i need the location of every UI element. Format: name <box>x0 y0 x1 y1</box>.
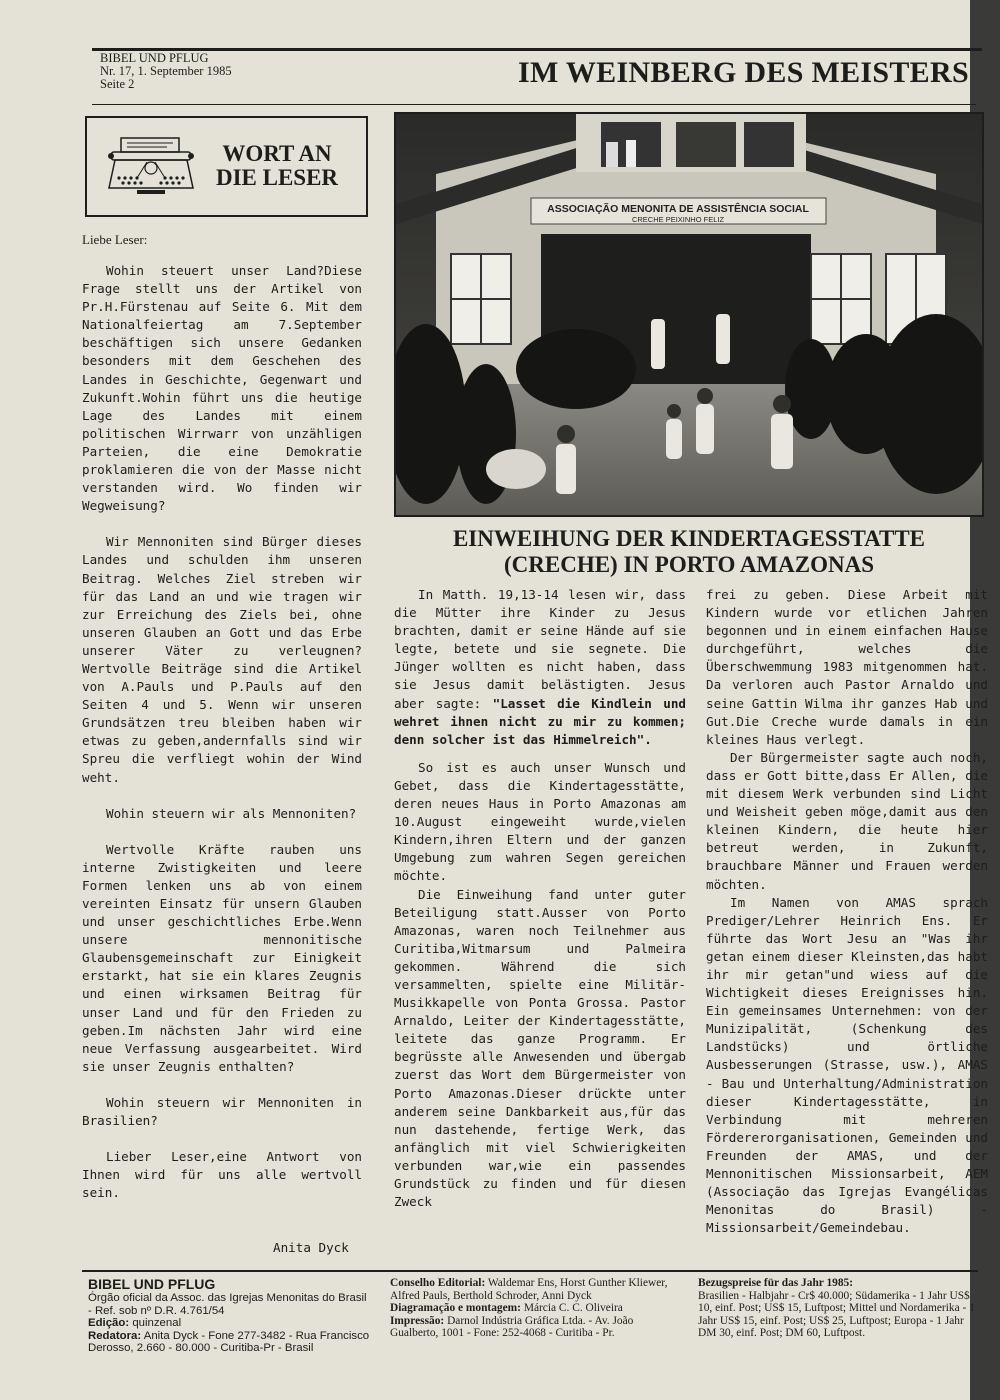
article-paragraph: In Matth. 19,13-14 lesen wir, dass die Mütter ihre Kinder zu Jesus brachten, damit er seine Hände auf sie legte, betete und sie segnete. Die Jünger wollten es nicht haben, dass sie Jesus damit belästigten. Jesus aber sagte: "Lasset die Kindlein und wehret ihnen nicht zu mir zu kommen; denn solcher ist das Himmelreich". <box>394 587 686 747</box>
editorial-signature: Anita Dyck <box>273 1240 349 1255</box>
article-paragraph: Der Bürgermeister sagte auch noch, dass er Gott bitte,dass Er Allen, die mit diesem Werk verbunden sind Licht und Weisheit geben möge,damit aus den kleinen Kindern, die heute hier betreut werden, in Zukunft, brauchbare Männer und Frauen werden möchten. <box>706 749 988 892</box>
article-paragraph: So ist es auch unser Wunsch und Gebet, dass die Kindertagesstätte, deren neues Haus in Porto Amazonas am 10.August eingeweiht wurde,vielen Kindern,ihren Eltern und der ganzen Umgebung zum wahren Segen gereichen möchte. <box>394 759 686 884</box>
footer-title: BIBEL UND PFLUG <box>88 1276 216 1292</box>
editorial-paragraph: Wir Mennoniten sind Bürger dieses Landes und schulden ihm unseren Beitrag. Welches Ziel streben wir für das Land an und wie tragen wir zur Erreichung des Ziels bei, ohne unseren Glauben an Gott und das Erbe unserer Väter zu verleugnen?Wertvolle Beiträge sind die Artikel von A.Pauls und P.Pauls auf den Seiten 4 und 5. Wenn wir unseren Grundsätzen treu bleiben haben wir etwas zu geben,andernfalls sind wir Spreu die verfliegt wohin der Wind weht. <box>82 534 362 785</box>
editorial-box-title: WORT AN DIE LESER <box>215 141 339 190</box>
editorial-greeting: Liebe Leser: <box>82 232 148 247</box>
editorial-paragraph: Lieber Leser,eine Antwort von Ihnen wird für uns alle wertvoll sein. <box>82 1149 362 1201</box>
footer-subscription: Bezugspreise für das Jahr 1985: Brasilien - Halbjahr - Cr$ 40.000; Südamerika - 1 Jahr US$ 10, einf. Post; US$ 15, Luftpost; Mittel und Nordamerika - 1 Jahr US$ 15, einf. Post; US$ 25, Luftpost; Europa - 1 Jahr DM 30, einf. Post; DM 60, Luftpost. <box>698 1277 975 1340</box>
editorial-box <box>85 116 368 217</box>
footer-imprint: BIBEL UND PFLUG Órgão oficial da Assoc. das Igrejas Menonitas do Brasil - Ref. sob nº D.R. 4.761/54 Edição: quinzenal Redatora: Anita Dyck - Fone 277-3482 - Rua Francisco Derosso, 2.660 - 80.000 - Curitiba-Pr - Brasil <box>88 1277 378 1355</box>
photo-sign-line2: CRECHE PEIXINHO FELIZ <box>631 215 725 224</box>
article-column-1 <box>394 586 686 1211</box>
article-paragraph: Die Einweihung fand unter guter Beteiligung statt.Ausser von Porto Amazonas, waren noch Teilnehmer aus Curitiba,Witmarsum und Palmeira gekommen. Während die sich versammelten, spielte eine Militär-Musikkapelle von Ponta Grossa. Pastor Arnaldo, Leiter der Kindertagesstätte, leitete das ganze Programm. Er begrüsste alle Anwesenden und übergab zuerst das Wort dem Bürgermeister von Porto Amazonas.Dieser drückte unter anderem seine Dankbarkeit aus,für das nun dastehende, fertige Werk, das anfänglich mit viel Schwierigkeiten verbunden war,wie ein passendes Grundstück zu finden und für diesen Zweck <box>394 886 686 1210</box>
editorial-paragraph: Wohin steuern wir als Mennoniten? <box>106 805 357 821</box>
masthead-title: IM WEINBERG DES MEISTERS <box>518 56 969 89</box>
header-meta <box>100 52 232 91</box>
article-title: EINWEIHUNG DER KINDERTAGESSTATTE (CRECHE) IN PORTO AMAZONAS <box>452 526 926 577</box>
article-paragraph: Im Namen von AMAS sprach Prediger/Lehrer Heinrich Ens. Er führte das Wort Jesu an "Was ihr getan einem dieser Kleinsten,das habt ihr mir getan"und wiess auf die Wichtigkeit dieses Ereignisses hin. Ein gemeinsames Unternehmen: von der Munizipalität, (Schenkung des Landstücks) und örtliche Ausbesserungen (Strasse, usw.), AMAS - Bau und Unterhaltung/Administration dieser Kindertagesstätte, in Verbindung mit mehreren Fördererorganisationen, Gemeinden und Freunden der AMAS, und der Mennonitischen Missionsarbeit, AEM (Associação das Igrejas Evangélicas Menonitas do Brasil) - Missionsarbeit/Gemeindebau. <box>706 894 988 1236</box>
footer-rule <box>82 1270 978 1272</box>
article-paragraph: frei zu geben. Diese Arbeit mit Kindern wurde vor etlichen Jahren begonnen und in einem einfachen Hause durchgeführt, welches die Überschwemmung 1983 mitgenommen hat. Da verloren auch Pastor Arnaldo und seine Gattin Wilma ihr ganzes Hab und Gut.Die Creche wurde damals in ein kleines Haus verlegt. <box>706 587 988 747</box>
creche-photo <box>394 112 984 517</box>
editorial-paragraph: Wertvolle Kräfte rauben uns interne Zwistigkeiten und leere Formen lenken uns ab von einem vereinten Einsatz für unsern Glauben und unser geschichtliches Erbe.Wenn unsere mennonitische Glaubensgemeinschaft zur Einigkeit erstarkt, hat sie ein klares Zeugnis und einen wirksamen Beitrag für unser Land und für den Frieden zu geben.Im nächsten Jahr wird eine neue Verfassung ausgearbeitet. Wird sie unser Zeugnis enthalten? <box>82 841 362 1074</box>
issue-line: Nr. 17, 1. September 1985 <box>100 64 232 78</box>
top-rule <box>92 48 982 51</box>
photo-sign-line1: ASSOCIAÇÃO MENONITA DE ASSISTÊNCIA SOCIAL <box>547 203 809 215</box>
article-quote: "Lasset die Kindlein und wehret ihnen nicht zu mir zu kommen; denn solcher ist das Himmelreich". <box>394 695 686 747</box>
editorial-paragraph: Wohin steuern wir Mennoniten in Brasilien? <box>82 1094 362 1129</box>
footer-editorial-board: Conselho Editorial: Waldemar Ens, Horst Gunther Kliewer, Alfred Pauls, Berthold Schroder, Anni Dyck Diagramação e montagem: Márcia C. C. Oliveira Impressão: Darnol Indústria Gráfica Ltda. - Av. João Gualberto, 1001 - Fone: 252-4068 - Curitiba - Pr. <box>390 1277 668 1340</box>
masthead-rule <box>92 104 976 105</box>
editorial-paragraph: Wohin steuert unser Land?Diese Frage stellt uns der Artikel von Pr.H.Fürstenau auf Seite 6. Mit dem Nationalfeiertag am 7.September beschäftigen sich unsere Gedanken besonders mit dem Geschehen des Landes in Geschichte, Gegenwart und Zukunft.Wohin führt uns die heutige Lage des Landes mit einem politischen Wirrwarr von unzähligen Parteien, die eine Demokratie proklamieren die von der Masse nicht verstanden wird. Wo finden wir Wegweisung? <box>82 263 362 514</box>
editorial-column <box>82 262 362 1202</box>
typewriter-icon <box>107 134 195 196</box>
page-number: Seite 2 <box>100 77 135 91</box>
creche-building-image <box>396 114 982 515</box>
paper-name: BIBEL UND PFLUG <box>100 51 209 65</box>
article-column-2 <box>706 586 988 1237</box>
